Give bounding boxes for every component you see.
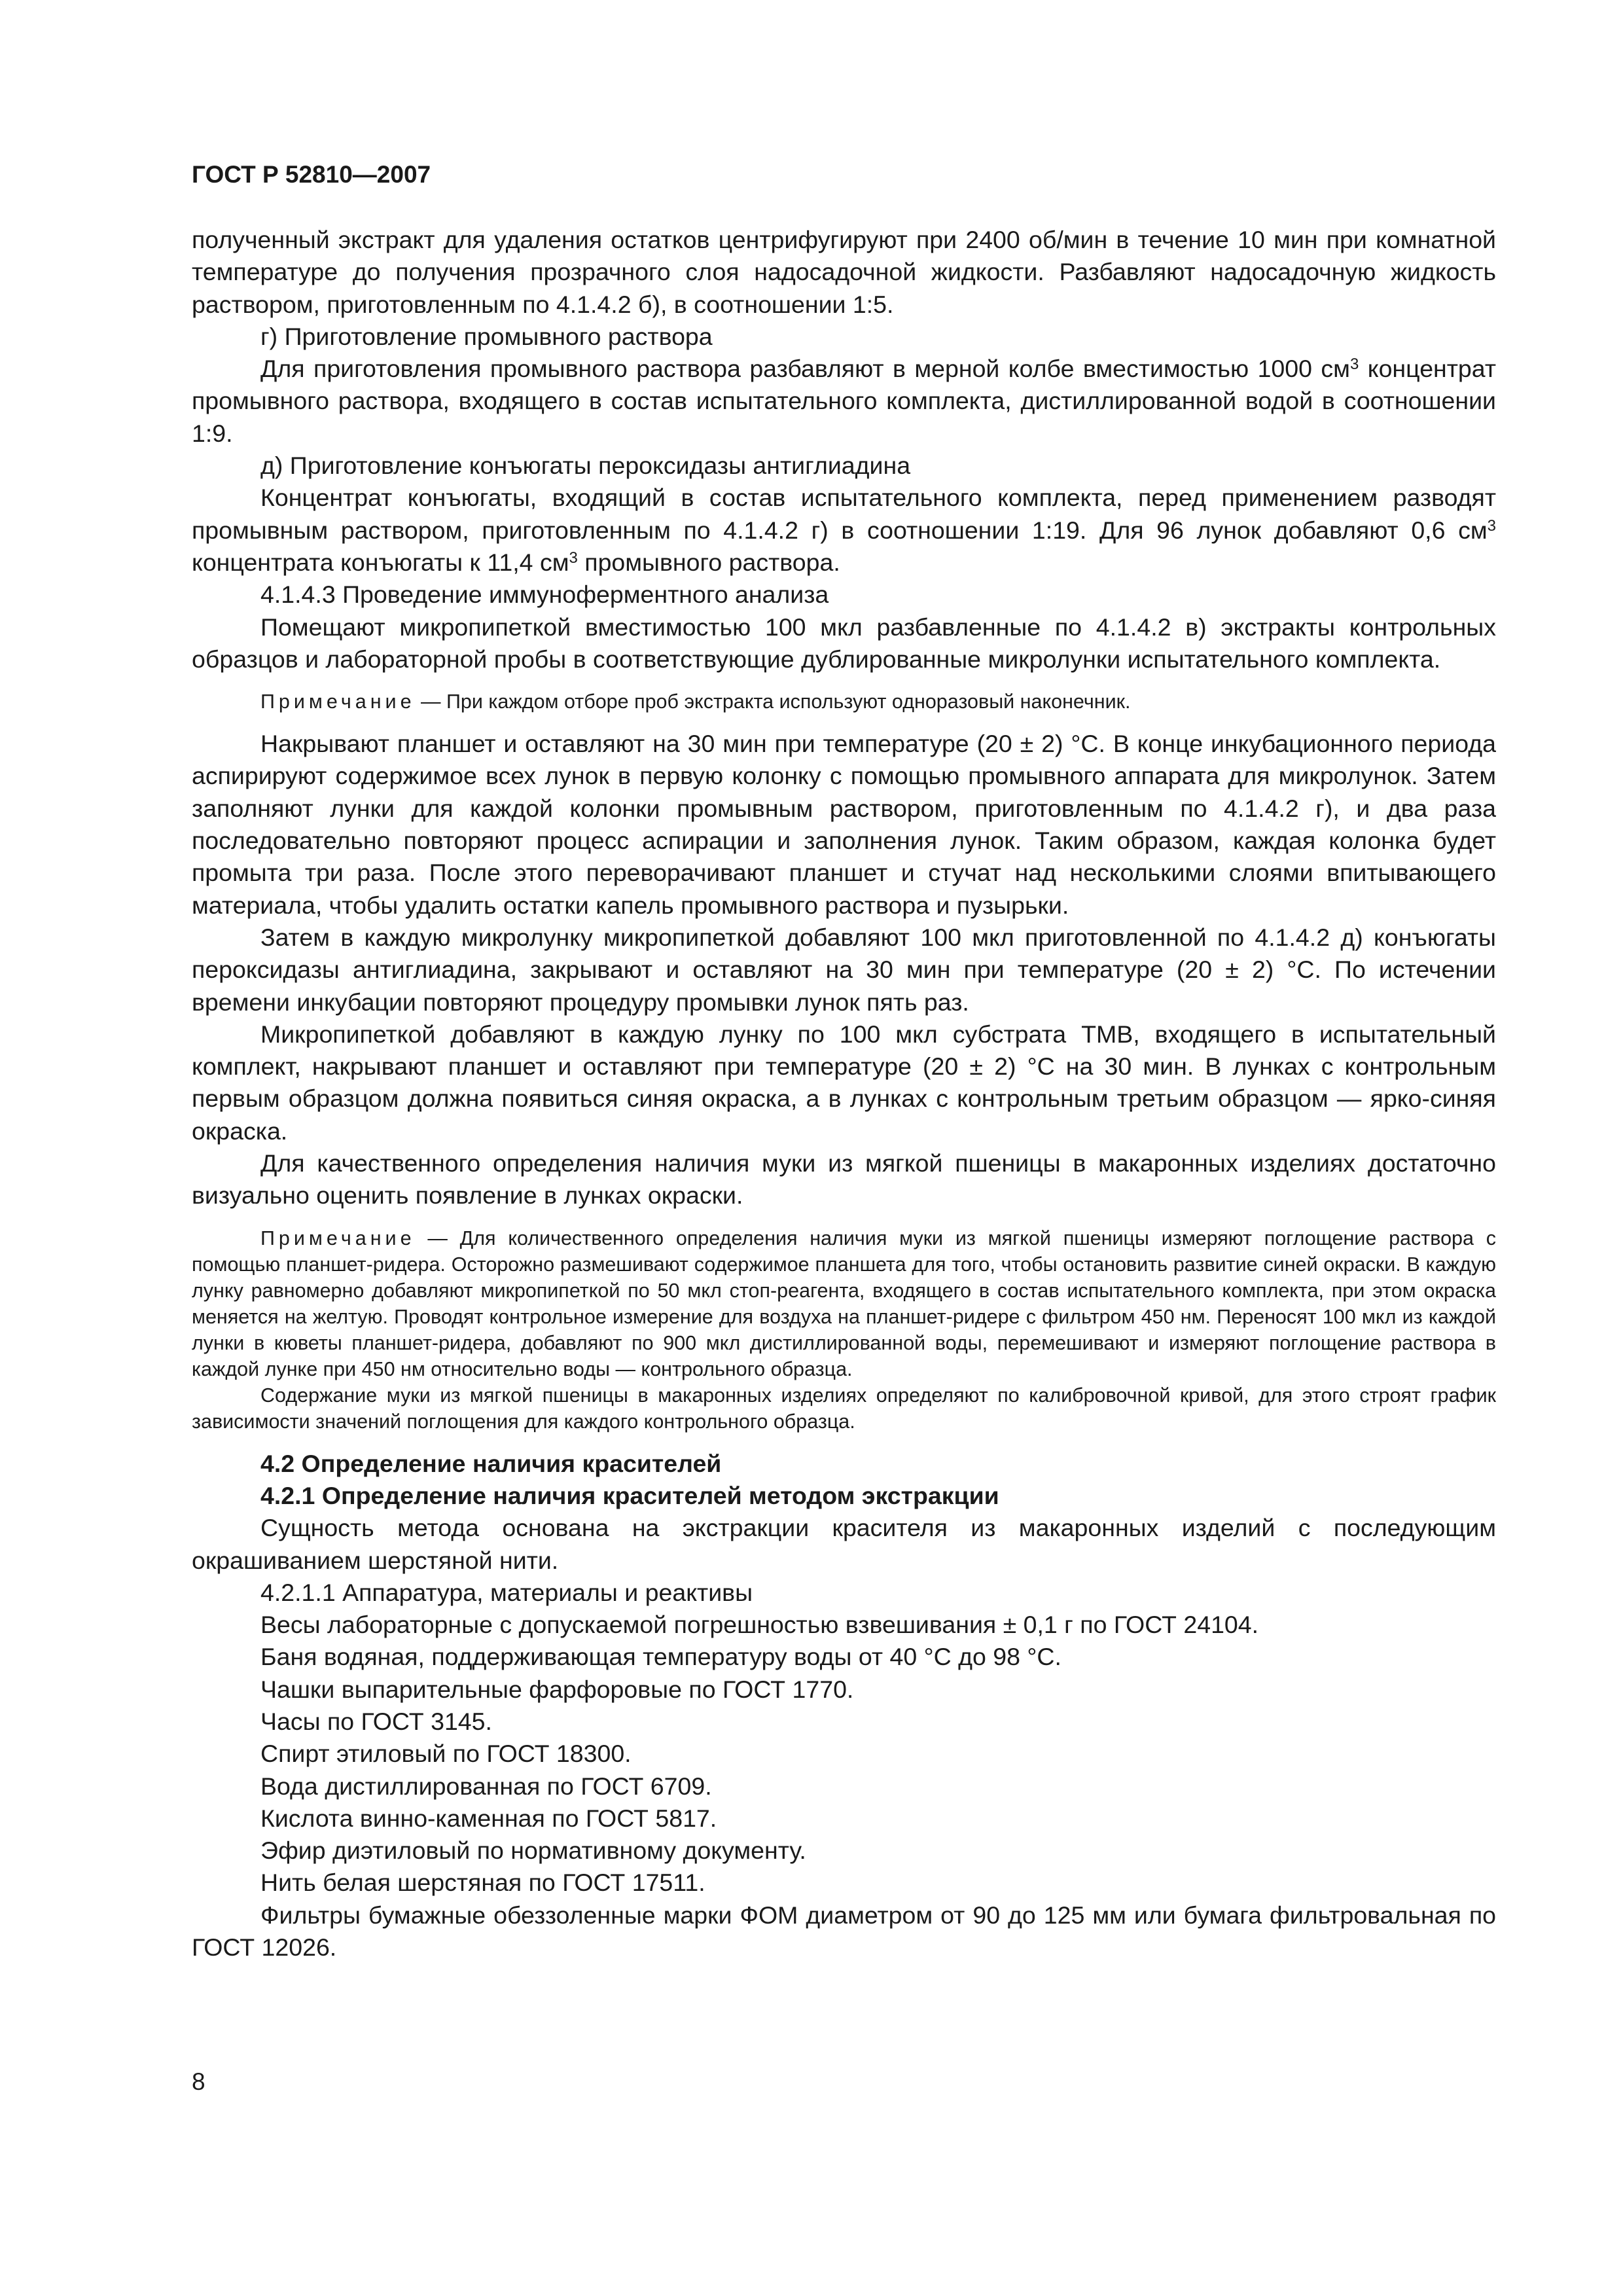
note-label: Примечание (260, 691, 416, 713)
paragraph: 4.2.1.1 Аппаратура, материалы и реактивы (260, 1578, 753, 1606)
paragraph: Накрывают планшет и оставляют на 30 мин при температуре (20 ± 2) °С. В конце инкубационного периода аспирируют содержимое всех лунок в первую колонку с помощью промывного аппарата для микролунок. Затем заполняют лунки для каждой колонки промывным раствором, приготовленным по 4.1.4.2 г), и два раза последовательно повторяют процесс аспирации и заполнения лунок. Таким образом, каждая колонка будет промыта три раза. После этого переворачивают планшет и стучат над несколькими слоями впитывающего материала, чтобы удалить остатки капель промывного раствора и пузырьки. (192, 730, 1496, 919)
list-item: Нить белая шерстяная по ГОСТ 17511. (260, 1869, 705, 1897)
paragraph: полученный экстракт для удаления остатков центрифугируют при 2400 об/мин в течение 10 мин при комнатной температуре до получения прозрачного слоя надосадочной жидкости. Разбавляют надосадочную жидкость раствором, приготовленным по 4.1.4.2 б), в соотношении 1:5. (192, 226, 1496, 318)
text-run: Концентрат конъюгаты, входящий в состав испытательного комплекта, перед применением разводят промывным раствором, приготовленным по 4.1.4.2 г) в соотношении 1:19. Для 96 лунок добавляют 0,6 см (192, 484, 1496, 544)
paragraph (192, 353, 1496, 450)
text-run: промывного раствора. (577, 548, 840, 576)
list-item: Фильтры бумажные обеззоленные марки ФОМ диаметром от 90 до 125 мм или бумага фильтровальная по ГОСТ 12026. (192, 1901, 1496, 1962)
paragraph: д) Приготовление конъюгаты пероксидазы антиглиадина (260, 452, 911, 480)
paragraph: 4.1.4.3 Проведение иммуноферментного анализа (260, 581, 829, 609)
note-label: Примечание (260, 1227, 416, 1249)
list-item: Вода дистиллированная по ГОСТ 6709. (260, 1772, 712, 1800)
list-item: Баня водяная, поддерживающая температуру воды от 40 °С до 98 °С. (260, 1643, 1061, 1671)
page-number: 8 (192, 2068, 205, 2095)
document-body (192, 224, 1496, 1964)
paragraph: г) Приготовление промывного раствора (260, 322, 713, 350)
list-item: Эфир диэтиловый по нормативному документу. (260, 1837, 806, 1865)
note (192, 689, 1496, 715)
paragraph: Для качественного определения наличия муки из мягкой пшеницы в макаронных изделиях достаточно визуально оценить появление в лунках окраски. (192, 1149, 1496, 1210)
paragraph (192, 482, 1496, 579)
note-text: — При каждом отборе проб экстракта используют одноразовый наконечник. (415, 691, 1131, 713)
section-heading: 4.2 Определение наличия красителей (260, 1449, 722, 1477)
list-item: Кислота винно-каменная по ГОСТ 5817. (260, 1804, 717, 1832)
list-item: Спирт этиловый по ГОСТ 18300. (260, 1740, 632, 1768)
paragraph: Микропипеткой добавляют в каждую лунку по 100 мкл субстрата ТМВ, входящего в испытательный комплект, накрывают планшет и оставляют при температуре (20 ± 2) °С на 30 мин. В лунках с контрольным первым образцом должна появиться синяя окраска, а в лунках с контрольным третьим образцом — ярко-синяя окраска. (192, 1020, 1496, 1145)
text-run: концентрат промывного раствора, входящего в состав испытательного комплекта, дистиллированной водой в соотношении 1:9. (192, 355, 1496, 447)
text-run: концентрата конъюгаты к 11,4 см (192, 548, 569, 576)
paragraph: Затем в каждую микролунку микропипеткой добавляют 100 мкл приготовленной по 4.1.4.2 д) конъюгаты пероксидазы антиглиадина, закрывают и оставляют на 30 мин при температуре (20 ± 2) °С. По истечении времени инкубации повторяют процедуру промывки лунок пять раз. (192, 923, 1496, 1016)
text-run: Для приготовления промывного раствора разбавляют в мерной колбе вместимостью 1000 см (260, 355, 1350, 383)
superscript: 3 (569, 548, 578, 567)
note-text: — Для количественного определения наличия муки из мягкой пшеницы измеряют поглощение раствора с помощью планшет-ридера. Осторожно размешивают содержимое планшета для того, чтобы остановить развитие синей окраски. В каждую лунку равномерно добавляют микропипеткой по 50 мкл стоп-реагента, входящего в состав испытательного комплекта, при этом окраска меняется на желтую. Проводят контрольное измерение для воздуха на планшет-ридере с фильтром 450 нм. Переносят 100 мкл из каждой лунки в кюветы планшет-ридера, добавляют по 900 мкл дистиллированной воды, перемешивают и измеряют поглощение раствора в каждой лунке при 450 нм относительно воды — контрольного образца. (192, 1227, 1496, 1380)
superscript: 3 (1487, 516, 1496, 535)
superscript: 3 (1349, 355, 1359, 374)
note (192, 1225, 1496, 1382)
list-item: Часы по ГОСТ 3145. (260, 1707, 492, 1735)
list-item: Весы лабораторные с допускаемой погрешностью взвешивания ± 0,1 г по ГОСТ 24104. (260, 1611, 1259, 1639)
note-continuation: Содержание муки из мягкой пшеницы в макаронных изделиях определяют по калибровочной кривой, для этого строят график зависимости значений поглощения для каждого контрольного образца. (192, 1384, 1496, 1433)
paragraph: Помещают микропипеткой вместимостью 100 мкл разбавленные по 4.1.4.2 в) экстракты контрольных образцов и лабораторной пробы в соответствующие дублированные микролунки испытательного комплекта. (192, 613, 1496, 673)
subsection-heading: 4.2.1 Определение наличия красителей методом экстракции (260, 1481, 999, 1509)
document-header: ГОСТ Р 52810—2007 (192, 161, 431, 188)
paragraph: Сущность метода основана на экстракции красителя из макаронных изделий с последующим окрашиванием шерстяной нити. (192, 1514, 1496, 1574)
list-item: Чашки выпарительные фарфоровые по ГОСТ 1770. (260, 1675, 854, 1703)
